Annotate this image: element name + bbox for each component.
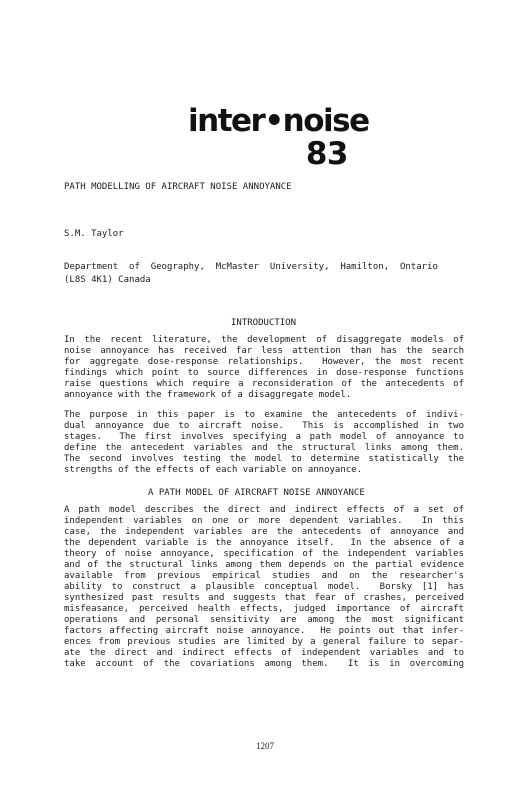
text-line: operations and personal sensitivity are among the most significant xyxy=(64,615,464,625)
text-line: available from previous empirical studies and on the researcher's xyxy=(64,571,464,581)
affiliation-line-1: Department of Geography, McMaster University, Hamilton, Ontario xyxy=(64,262,438,272)
text-line: stages. The first involves specifying a path model of annoyance to xyxy=(64,432,464,442)
text-line: case, the independent variables are the antecedents of annoyance and xyxy=(64,527,464,537)
section-heading-path-model: A PATH MODEL OF AIRCRAFT NOISE ANNOYANCE xyxy=(148,488,365,498)
text-line: for aggregate dose-response relationships. However, the most recent xyxy=(64,357,464,367)
text-line: In the recent literature, the development of disaggregate models of xyxy=(64,335,464,345)
text-line: noise annoyance has received far less attention than has the search xyxy=(64,346,464,356)
text-line: raise questions which require a reconsideration of the antecedents of xyxy=(64,379,464,389)
text-line: annoyance with the framework of a disaggregate model. xyxy=(64,390,352,400)
text-line: The second involves testing the model to determine statistically the xyxy=(64,454,464,464)
affiliation-line-2: (L8S 4K1) Canada xyxy=(64,275,151,285)
text-line: dual annoyance due to aircraft noise. This is accomplished in two xyxy=(64,421,464,431)
text-line: synthesized past results and suggests that fear of crashes, perceived xyxy=(64,593,464,603)
intro-paragraph-1 xyxy=(64,335,464,401)
text-line: independent variables on one or more dependent variables. In this xyxy=(64,516,464,526)
text-line: take account of the covariations among them. It is in overcoming xyxy=(64,659,464,669)
text-line: factors affecting aircraft noise annoyance. He points out that infer- xyxy=(64,626,464,636)
logo-wordmark: inter•noise xyxy=(188,103,369,139)
text-line: findings which point to source differences in dose-response functions xyxy=(64,368,464,378)
logo-year: 83 xyxy=(305,136,348,172)
text-line: ences from previous studies are limited by a general failure to separ- xyxy=(64,637,464,647)
text-line: define the antecedent variables and the structural links among them. xyxy=(64,443,464,453)
section-heading-introduction: INTRODUCTION xyxy=(231,318,297,328)
text-line: A path model describes the direct and indirect effects of a set of xyxy=(64,505,464,515)
text-line: the dependent variable is the annoyance itself. In the absence of a xyxy=(64,538,464,548)
text-line: ate the direct and indirect effects of independent variables and to xyxy=(64,648,464,658)
path-model-paragraph xyxy=(64,505,464,670)
page-number: 1207 xyxy=(256,741,274,751)
intro-paragraph-2 xyxy=(64,410,464,476)
text-line: misfeasance, perceived health effects, judged importance of aircraft xyxy=(64,604,464,614)
paper-title: PATH MODELLING OF AIRCRAFT NOISE ANNOYANCE xyxy=(64,182,292,192)
text-line: The purpose in this paper is to examine the antecedents of indivi- xyxy=(64,410,464,420)
conference-logo xyxy=(188,103,369,172)
text-line: strengths of the effects of each variable on annoyance. xyxy=(64,465,363,475)
text-line: and of the structural links among them depends on the partial evidence xyxy=(64,560,464,570)
text-line: ability to construct a plausible conceptual model. Borsky [1] has xyxy=(64,582,464,592)
text-line: theory of noise annoyance, specification of the independent variables xyxy=(64,549,464,559)
author-name: S.M. Taylor xyxy=(64,229,124,239)
